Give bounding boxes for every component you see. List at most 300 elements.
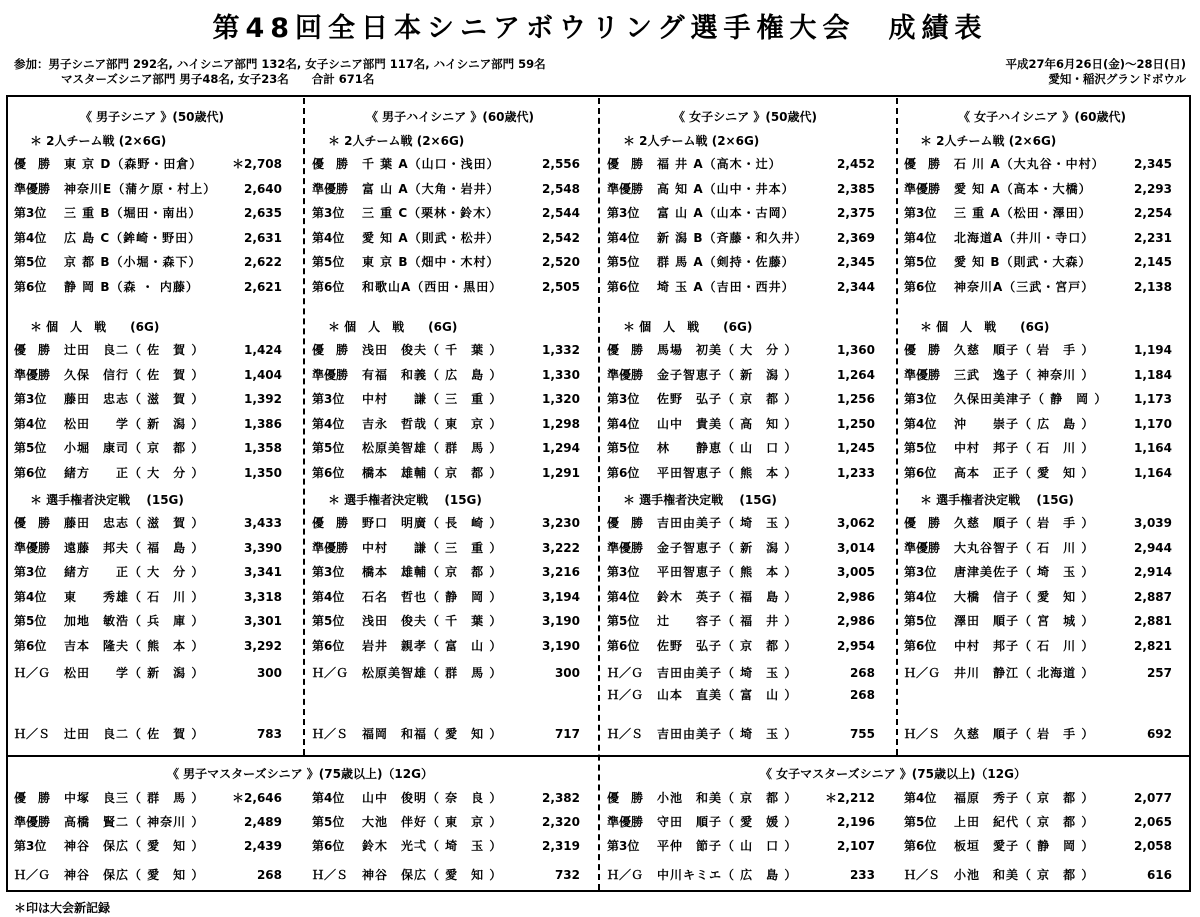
entrant-name: 平仲 節子（ 山 口 ） — [657, 839, 798, 853]
score-value: 2,375 — [837, 206, 875, 220]
entrant-name: 中村 謙（ 三 重 ） — [362, 392, 503, 406]
result-row — [904, 415, 1172, 433]
result-row — [904, 789, 1172, 807]
result-row — [14, 180, 282, 198]
entrant-name: 福 井 A（高木・辻） — [657, 157, 782, 171]
score-value: 2,345 — [1134, 157, 1172, 171]
result-row — [312, 439, 580, 457]
result-row — [312, 415, 580, 433]
result-row — [607, 514, 875, 532]
rank-label: 第3位 — [14, 565, 47, 579]
result-row — [14, 439, 282, 457]
score-value: 2,986 — [837, 614, 875, 628]
score-value: 1,164 — [1134, 465, 1172, 480]
score-value: 2,058 — [1134, 839, 1172, 853]
section-title: ＊ 選手権者決定戦 (15G) — [623, 493, 777, 507]
score-value: 2,254 — [1134, 206, 1172, 220]
entrant-name: 金子智恵子（ 新 潟 ） — [657, 540, 798, 555]
rank-label: Ｈ／Ｓ — [312, 868, 349, 882]
entrant-name: 群 馬 A（剣持・佐藤） — [657, 255, 795, 269]
score-value: 2,345 — [837, 255, 875, 269]
entrant-name: 富 山 A（山本・古岡） — [657, 206, 795, 220]
result-row — [904, 253, 1172, 271]
result-row — [14, 664, 282, 682]
result-row — [14, 253, 282, 271]
entrant-name: 吉田由美子（ 埼 玉 ） — [657, 516, 798, 530]
entrant-name: 高 知 A（山中・井本） — [657, 181, 795, 196]
score-value: 1,332 — [542, 343, 580, 357]
rank-label: 第4位 — [904, 589, 937, 604]
result-row — [607, 588, 875, 606]
result-row — [904, 813, 1172, 831]
rank-label: 優 勝 — [312, 343, 349, 357]
score-value: 2,077 — [1134, 791, 1172, 805]
rank-label: 優 勝 — [904, 516, 941, 530]
entrant-name: 有福 和義（ 広 島 ） — [362, 367, 503, 382]
rank-label: 準優勝 — [14, 815, 51, 829]
result-row — [312, 789, 580, 807]
result-row — [904, 563, 1172, 581]
entrant-name: 小堀 康司（ 京 都 ） — [64, 441, 205, 455]
result-row — [312, 539, 580, 557]
result-row — [312, 563, 580, 581]
result-row — [607, 341, 875, 359]
rank-label: 第5位 — [904, 815, 937, 829]
rank-label: 優 勝 — [14, 343, 51, 357]
result-row — [607, 439, 875, 457]
rank-label: 優 勝 — [312, 516, 349, 530]
entrant-name: 久保 信行（ 佐 賀 ） — [64, 367, 205, 382]
entrant-name: 浅田 俊夫（ 千 葉 ） — [362, 343, 503, 357]
result-row — [607, 866, 875, 884]
section-title: ＊ 選手権者決定戦 (15G) — [328, 493, 482, 507]
result-row — [607, 204, 875, 222]
entrant-name: 大池 伴好（ 東 京 ） — [362, 815, 503, 829]
result-row — [312, 588, 580, 606]
entrant-name: 神谷 保広（ 愛 知 ） — [64, 839, 205, 853]
entrant-name: 藤田 忠志（ 滋 賀 ） — [64, 392, 205, 406]
score-value: 268 — [849, 666, 875, 680]
result-row — [312, 664, 580, 682]
rank-label: 第6位 — [904, 279, 937, 294]
score-value: 1,320 — [542, 392, 580, 406]
section-title: ＊ 個 人 戦 (6G) — [920, 320, 1050, 334]
result-row — [607, 563, 875, 581]
event-info — [1005, 57, 1186, 87]
score-value: 2,505 — [542, 279, 580, 294]
score-value: 1,173 — [1134, 392, 1172, 406]
entrant-name: 神奈川E（蒲ケ原・村上） — [64, 181, 217, 196]
entrant-name: 加地 敏浩（ 兵 庫 ） — [64, 614, 205, 628]
score-value: 3,301 — [244, 614, 282, 628]
section-title: ＊ 個 人 戦 (6G) — [623, 320, 753, 334]
rank-label: 第3位 — [312, 392, 345, 406]
result-row — [607, 539, 875, 557]
score-value: 1,170 — [1134, 416, 1172, 431]
rank-label: 準優勝 — [312, 540, 349, 555]
entrant-name: 三 重 C（栗林・鈴木） — [362, 206, 500, 220]
rank-label: 第5位 — [607, 255, 640, 269]
entrant-name: 守田 順子（ 愛 媛 ） — [657, 815, 798, 829]
rank-label: 第6位 — [312, 839, 345, 853]
score-value: 755 — [849, 727, 875, 741]
result-row — [312, 366, 580, 384]
result-row — [312, 204, 580, 222]
participation-line-2: マスターズシニア部門 男子48名, 女子23名 合計 671名 — [61, 72, 375, 86]
rank-label: 準優勝 — [607, 540, 644, 555]
rank-label: 第3位 — [14, 206, 47, 220]
rank-label: 優 勝 — [904, 343, 941, 357]
entrant-name: 山中 貴美（ 高 知 ） — [657, 416, 798, 431]
score-value: 3,039 — [1134, 516, 1172, 530]
rank-label: 準優勝 — [312, 181, 349, 196]
rank-label: 優 勝 — [607, 516, 644, 530]
score-value: 1,250 — [837, 416, 875, 431]
result-row — [904, 155, 1172, 173]
entrant-name: 佐野 弘子（ 京 都 ） — [657, 392, 798, 406]
section-title: ＊ 個 人 戦 (6G) — [328, 320, 458, 334]
score-value: 3,005 — [837, 565, 875, 579]
result-row — [607, 789, 875, 807]
score-value: 1,360 — [837, 343, 875, 357]
result-row — [607, 837, 875, 855]
result-row — [607, 390, 875, 408]
result-row — [14, 813, 282, 831]
rank-label: 第4位 — [14, 589, 47, 604]
rank-label: 第5位 — [904, 255, 937, 269]
entrant-name: 中村 邦子（ 石 川 ） — [954, 638, 1095, 653]
score-value: 2,887 — [1134, 589, 1172, 604]
rank-label: 第6位 — [14, 279, 47, 294]
result-row — [904, 366, 1172, 384]
entrant-name: 緒方 正（ 大 分 ） — [64, 565, 205, 579]
result-row — [14, 539, 282, 557]
score-value: 1,294 — [542, 441, 580, 455]
rank-label: 第6位 — [312, 638, 345, 653]
entrant-name: 鈴木 光弌（ 埼 玉 ） — [362, 839, 503, 853]
rank-label: Ｈ／Ｇ — [312, 666, 349, 680]
score-value: 783 — [256, 727, 282, 741]
entrant-name: 高橋 賢二（ 神奈川 ） — [64, 815, 205, 829]
rank-label: 第3位 — [607, 839, 640, 853]
score-value: 2,382 — [542, 791, 580, 805]
rank-label: 第3位 — [904, 565, 937, 579]
result-row — [607, 278, 875, 296]
masters-header: 《 女子マスターズシニア 》(75歳以上)（12G） — [760, 767, 1026, 781]
score-value: 2,631 — [244, 230, 282, 245]
result-row — [312, 229, 580, 247]
result-row — [904, 180, 1172, 198]
entrant-name: 京 都 B（小堀・森下） — [64, 255, 202, 269]
divider-dashed-2 — [598, 98, 600, 890]
result-row — [904, 539, 1172, 557]
rank-label: Ｈ／Ｇ — [607, 688, 644, 702]
entrant-name: 北海道A（井川・寺口） — [954, 230, 1095, 245]
divider-dashed-1 — [303, 98, 305, 755]
rank-label: 第4位 — [607, 416, 640, 431]
score-value: 268 — [256, 868, 282, 882]
score-value: 1,330 — [542, 367, 580, 382]
score-value: 2,640 — [244, 181, 282, 196]
score-value: 2,542 — [542, 230, 580, 245]
rank-label: 第5位 — [14, 255, 47, 269]
result-row — [904, 637, 1172, 655]
rank-label: 第4位 — [14, 416, 47, 431]
result-row — [312, 278, 580, 296]
rank-label: 準優勝 — [607, 181, 644, 196]
entrant-name: 松原美智雄（ 群 馬 ） — [362, 441, 503, 455]
rank-label: 第5位 — [607, 441, 640, 455]
score-value: 1,358 — [244, 441, 282, 455]
column-header: 《 女子ハイシニア 》(60歳代) — [957, 110, 1127, 124]
rank-label: 第5位 — [904, 614, 937, 628]
score-value: 2,556 — [542, 157, 580, 171]
rank-label: 第3位 — [607, 565, 640, 579]
score-value: 1,194 — [1134, 343, 1172, 357]
entrant-name: 中村 謙（ 三 重 ） — [362, 540, 503, 555]
entrant-name: 松原美智雄（ 群 馬 ） — [362, 666, 503, 680]
score-value: 2,196 — [837, 815, 875, 829]
rank-label: Ｈ／Ｇ — [607, 868, 644, 882]
score-value: 2,621 — [244, 279, 282, 294]
section-title: ＊ 2人チーム戦 (2×6G) — [30, 134, 167, 148]
score-value: 2,319 — [542, 839, 580, 853]
score-value: ＊2,646 — [232, 791, 282, 805]
result-row — [312, 725, 580, 743]
result-row — [904, 390, 1172, 408]
entrant-name: 高本 正子（ 愛 知 ） — [954, 465, 1095, 480]
rank-label: 準優勝 — [14, 181, 51, 196]
entrant-name: 吉永 哲哉（ 東 京 ） — [362, 416, 503, 431]
rank-label: 第4位 — [904, 791, 937, 805]
score-value: 2,954 — [837, 638, 875, 653]
rank-label: 第5位 — [607, 614, 640, 628]
entrant-name: 藤田 忠志（ 滋 賀 ） — [64, 516, 205, 530]
result-row — [14, 155, 282, 173]
score-value: 3,390 — [244, 540, 282, 555]
rank-label: 第3位 — [312, 206, 345, 220]
entrant-name: 野口 明廣（ 長 崎 ） — [362, 516, 503, 530]
participation-line-1: 参加：男子シニア部門 292名, ハイシニア部門 132名, 女子シニア部門 117名, ハイシニア部門 59名 — [14, 57, 546, 71]
column-header: 《 男子ハイシニア 》(60歳代) — [365, 110, 535, 124]
entrant-name: 久慈 順子（ 岩 手 ） — [954, 343, 1095, 357]
entrant-name: 橋本 雄輔（ 京 都 ） — [362, 465, 503, 480]
rank-label: 優 勝 — [607, 343, 644, 357]
result-row — [312, 612, 580, 630]
result-row — [904, 612, 1172, 630]
page-title: 第48回全日本シニアボウリング選手権大会 成績表 — [212, 13, 988, 44]
entrant-name: 松田 学（ 新 潟 ） — [64, 666, 205, 680]
masters-header: 《 男子マスターズシニア 》(75歳以上)（12G） — [167, 767, 433, 781]
result-row — [904, 278, 1172, 296]
score-value: 3,014 — [837, 540, 875, 555]
result-row — [14, 866, 282, 884]
entrant-name: 神谷 保広（ 愛 知 ） — [362, 868, 503, 882]
score-value: 692 — [1146, 727, 1172, 741]
score-value: 2,821 — [1134, 638, 1172, 653]
rank-label: Ｈ／Ｓ — [904, 868, 941, 882]
rank-label: 準優勝 — [904, 181, 941, 196]
rank-label: 第4位 — [607, 230, 640, 245]
entrant-name: 千 葉 A（山口・浅田） — [362, 157, 500, 171]
result-row — [312, 813, 580, 831]
rank-label: 優 勝 — [904, 157, 941, 171]
score-value: 1,264 — [837, 367, 875, 382]
entrant-name: 久慈 順子（ 岩 手 ） — [954, 727, 1095, 741]
score-value: ＊2,212 — [825, 791, 875, 805]
rank-label: 第3位 — [904, 206, 937, 220]
result-row — [14, 415, 282, 433]
entrant-name: 松田 学（ 新 潟 ） — [64, 416, 205, 431]
score-value: 1,256 — [837, 392, 875, 406]
rank-label: Ｈ／Ｇ — [607, 666, 644, 680]
entrant-name: 平田智恵子（ 熊 本 ） — [657, 465, 798, 480]
result-row — [312, 637, 580, 655]
result-row — [904, 229, 1172, 247]
rank-label: 第3位 — [607, 392, 640, 406]
score-value: 2,622 — [244, 255, 282, 269]
score-value: 3,190 — [542, 638, 580, 653]
entrant-name: 鈴木 英子（ 福 島 ） — [657, 589, 798, 604]
result-row — [312, 464, 580, 482]
rank-label: 第6位 — [904, 465, 937, 480]
rank-label: 第3位 — [312, 565, 345, 579]
entrant-name: 辻 容子（ 福 井 ） — [657, 614, 798, 628]
score-value: 2,293 — [1134, 181, 1172, 196]
score-value: 2,065 — [1134, 815, 1172, 829]
entrant-name: 三 重 B（堀田・南出） — [64, 206, 202, 220]
score-value: 2,944 — [1134, 540, 1172, 555]
entrant-name: 大橋 信子（ 愛 知 ） — [954, 589, 1095, 604]
result-row — [312, 866, 580, 884]
result-row — [904, 341, 1172, 359]
entrant-name: 橋本 雄輔（ 京 都 ） — [362, 565, 503, 579]
entrant-name: 緒方 正（ 大 分 ） — [64, 465, 205, 480]
result-row — [607, 612, 875, 630]
result-row — [607, 813, 875, 831]
rank-label: 優 勝 — [14, 516, 51, 530]
rank-label: 第4位 — [312, 791, 345, 805]
result-row — [312, 390, 580, 408]
rank-label: 第5位 — [312, 441, 345, 455]
rank-label: 第5位 — [904, 441, 937, 455]
entrant-name: 辻田 良二（ 佐 賀 ） — [64, 727, 205, 741]
result-row — [904, 514, 1172, 532]
rank-label: 第4位 — [904, 416, 937, 431]
rank-label: 第5位 — [312, 255, 345, 269]
rank-label: 第4位 — [312, 230, 345, 245]
result-row — [312, 514, 580, 532]
score-value: 3,194 — [542, 589, 580, 604]
result-row — [607, 229, 875, 247]
entrant-name: 中塚 良三（ 群 馬 ） — [64, 791, 205, 805]
entrant-name: 平田智恵子（ 熊 本 ） — [657, 565, 798, 579]
score-value: 3,216 — [542, 565, 580, 579]
rank-label: 準優勝 — [904, 367, 941, 382]
rank-label: 第5位 — [312, 815, 345, 829]
entrant-name: 三武 逸子（ 神奈川 ） — [954, 367, 1095, 382]
score-value: 2,635 — [244, 206, 282, 220]
score-value: 616 — [1146, 868, 1172, 882]
entrant-name: 広 島 C（鉾崎・野田） — [64, 230, 202, 245]
result-row — [14, 366, 282, 384]
result-row — [14, 612, 282, 630]
result-row — [607, 686, 875, 704]
entrant-name: 吉田由美子（ 埼 玉 ） — [657, 727, 798, 741]
entrant-name: 久慈 順子（ 岩 手 ） — [954, 516, 1095, 530]
rank-label: 第4位 — [607, 589, 640, 604]
event-dates: 平成27年6月26日(金)～28日(日) — [1005, 57, 1186, 71]
result-row — [904, 204, 1172, 222]
score-value: 717 — [554, 727, 580, 741]
score-value: 233 — [849, 868, 875, 882]
score-value: 2,145 — [1134, 255, 1172, 269]
rank-label: 第6位 — [607, 279, 640, 294]
result-row — [904, 439, 1172, 457]
rank-label: 第4位 — [904, 230, 937, 245]
score-value: 2,385 — [837, 181, 875, 196]
rank-label: 第6位 — [904, 638, 937, 653]
entrant-name: 中村 邦子（ 石 川 ） — [954, 441, 1095, 455]
entrant-name: 林 静恵（ 山 口 ） — [657, 441, 798, 455]
result-row — [14, 341, 282, 359]
entrant-name: 埼 玉 A（吉田・西井） — [657, 279, 795, 294]
rank-label: 準優勝 — [904, 540, 941, 555]
entrant-name: 佐野 弘子（ 京 都 ） — [657, 638, 798, 653]
score-value: 2,231 — [1134, 230, 1172, 245]
rank-label: Ｈ／Ｓ — [312, 727, 349, 741]
result-row — [14, 588, 282, 606]
rank-label: Ｈ／Ｓ — [904, 727, 941, 741]
score-value: 2,986 — [837, 589, 875, 604]
rank-label: Ｈ／Ｇ — [904, 666, 941, 680]
entrant-name: 中川キミエ（ 広 島 ） — [657, 868, 798, 882]
score-value: 3,190 — [542, 614, 580, 628]
score-value: 3,341 — [244, 565, 282, 579]
participation-info — [14, 57, 546, 87]
result-row — [607, 366, 875, 384]
entrant-name: 愛 知 A（高本・大橋） — [954, 181, 1092, 196]
entrant-name: 遠藤 邦夫（ 福 島 ） — [64, 540, 205, 555]
entrant-name: 福原 秀子（ 京 都 ） — [954, 791, 1095, 805]
score-value: 1,424 — [244, 343, 282, 357]
score-value: 257 — [1146, 666, 1172, 680]
result-row — [904, 664, 1172, 682]
rank-label: 第6位 — [312, 279, 345, 294]
rank-label: 第5位 — [14, 441, 47, 455]
rank-label: Ｈ／Ｓ — [14, 727, 51, 741]
score-value: 1,291 — [542, 465, 580, 480]
rank-label: 第6位 — [14, 465, 47, 480]
score-value: 3,433 — [244, 516, 282, 530]
entrant-name: 愛 知 A（則武・松井） — [362, 230, 500, 245]
entrant-name: 石 川 A（大丸谷・中村） — [954, 157, 1105, 171]
section-title: ＊ 2人チーム戦 (2×6G) — [328, 134, 465, 148]
score-value: 1,404 — [244, 367, 282, 382]
score-value: ＊2,708 — [232, 157, 282, 171]
rank-label: 準優勝 — [14, 540, 51, 555]
result-row — [904, 464, 1172, 482]
section-title: ＊ 2人チーム戦 (2×6G) — [920, 134, 1057, 148]
result-row — [14, 514, 282, 532]
score-value: 2,544 — [542, 206, 580, 220]
score-value: 1,245 — [837, 441, 875, 455]
entrant-name: 馬場 初美（ 大 分 ） — [657, 343, 798, 357]
rank-label: 第3位 — [607, 206, 640, 220]
score-value: 2,439 — [244, 839, 282, 853]
result-row — [312, 341, 580, 359]
result-row — [904, 588, 1172, 606]
